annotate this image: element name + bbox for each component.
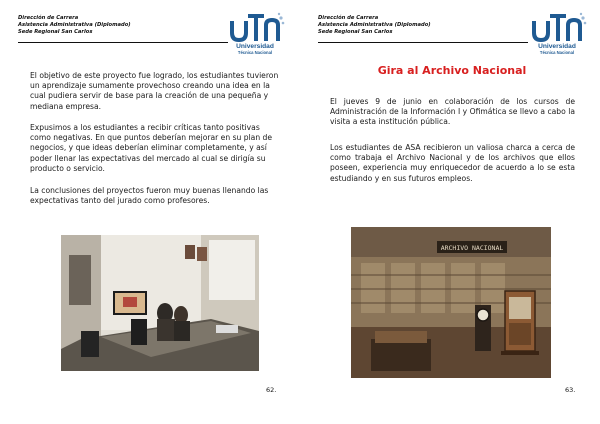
paragraph-1: El objetivo de este proyecto fue logrado, los estudiantes tuvieron un aprendizaje sumamente provechoso creando una idea en la cual pudiera servir de base para la creación de una pequeña y mediana empresa. bbox=[30, 71, 279, 111]
paragraph-2: Expusimos a los estudiantes a recibir críticas tanto positivas como negativas. En que puntos deberían mejorar en su plan de negocios, y que ideas deberían eliminar completamente, y así poder llenar las expectativas del mercado al cual se dirigía su producto o servicio. bbox=[30, 123, 273, 173]
page-number: 62. bbox=[266, 386, 277, 394]
logo-subtitle: Técnica Nacional bbox=[539, 50, 575, 55]
right-page bbox=[300, 0, 600, 424]
header-line-1: Dirección de Carrera bbox=[18, 15, 79, 21]
logo-word: Universidad bbox=[236, 43, 274, 50]
header-line-2: Asistencia Administrativa (Diplomado) bbox=[18, 22, 131, 28]
logo-subtitle: Técnica Nacional bbox=[237, 50, 273, 55]
meeting-room-photo bbox=[61, 235, 259, 371]
header-line-3: Sede Regional San Carlos bbox=[318, 29, 393, 35]
paragraph-2: Los estudiantes de ASA recibieron un valiosa charca a cerca de como trabaja el Archivo Nacional y de los archivos que ellos poseen, experiencia muy enriquecedor de acuerdo a lo se esta estudiando y en sus futuros empleos. bbox=[330, 143, 575, 183]
header-line-3: Sede Regional San Carlos bbox=[18, 29, 93, 35]
utn-logo bbox=[528, 11, 588, 59]
header-block bbox=[18, 15, 131, 36]
header-block bbox=[318, 15, 431, 36]
page-number: 63. bbox=[565, 386, 576, 394]
logo-word: Universidad bbox=[538, 43, 576, 50]
header-rule bbox=[18, 42, 228, 43]
header-line-2: Asistencia Administrativa (Diplomado) bbox=[318, 22, 431, 28]
archive-museum-photo bbox=[351, 227, 551, 378]
header-line-1: Dirección de Carrera bbox=[318, 15, 379, 21]
utn-logo-mark-icon bbox=[226, 11, 286, 45]
utn-logo bbox=[226, 11, 286, 59]
paragraph-3: La conclusiones del proyectos fueron muy buenas llenando las expectativas tanto del jurado como profesores. bbox=[30, 186, 269, 206]
archive-sign: ARCHIVO NACIONAL bbox=[440, 244, 504, 252]
page-title: Gira al Archivo Nacional bbox=[377, 64, 527, 77]
header-rule bbox=[318, 42, 528, 43]
paragraph-1: El jueves 9 de junio en colaboración de los cursos de Administración de la Información I y Ofimática se llevo a cabo la visita a esta institución pública. bbox=[330, 97, 575, 127]
utn-logo-mark-icon bbox=[528, 11, 588, 45]
